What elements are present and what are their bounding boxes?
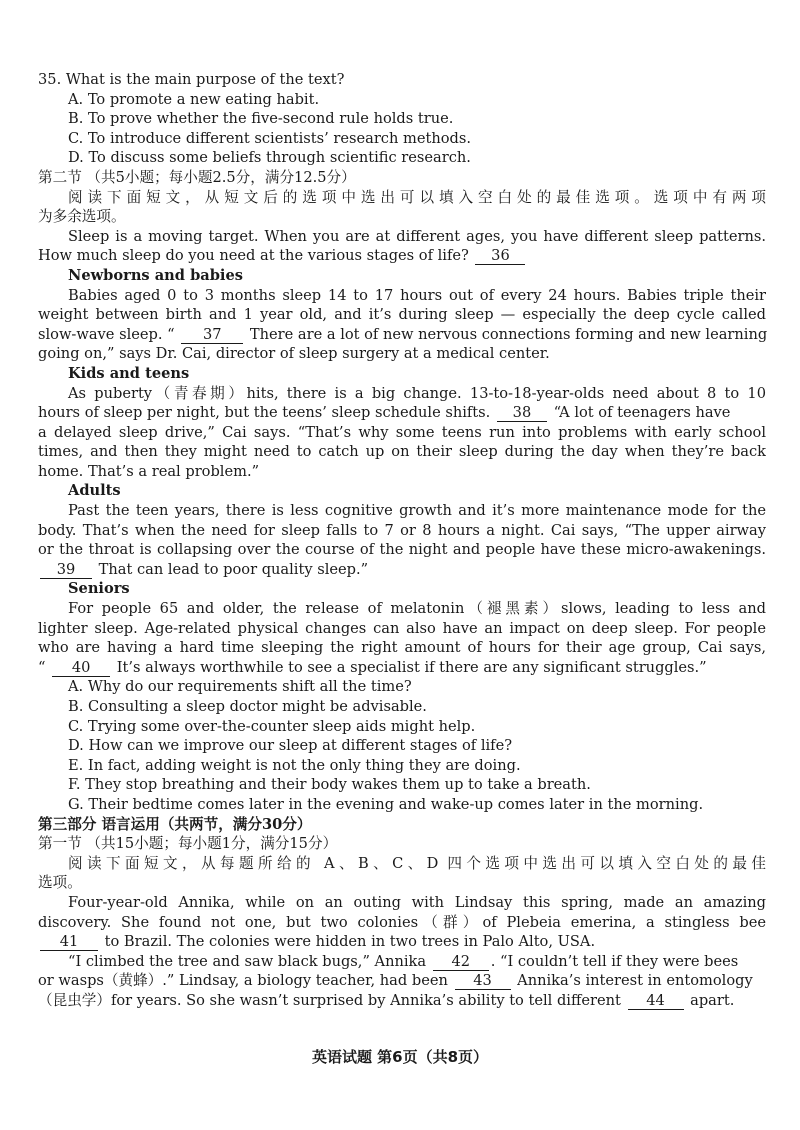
passage-line-with-blank (38, 325, 766, 345)
part3-instruction: 阅读下面短文，从每题所给的 A、B、C、D 四个选项中选出可以填入空白处的最佳 (68, 854, 766, 872)
exam-page (38, 70, 766, 1011)
option-f: F. They stop breathing and their body wakes them up to take a breath. (68, 776, 591, 794)
q35-option-c: C. To introduce different scientists’ research methods. (68, 129, 472, 147)
passage-intro-line2 (38, 246, 766, 266)
section2-instruction: 阅读下面短文，从短文后的选项中选出可以填入空白处的最佳选项。选项中有两项 (68, 188, 766, 206)
cloze-line-with-blank (38, 971, 766, 991)
cloze-text: “I climbed the tree and saw black bugs,” Annika (68, 952, 427, 970)
cloze-line-with-blank (38, 932, 766, 952)
passage-text: slow-wave sleep. “ (38, 325, 175, 343)
heading-kids-teens: Kids and teens (68, 364, 190, 382)
passage-line: times, and then they might need to catch up on their sleep during the day when they’re back (38, 443, 766, 461)
blank-37: 37 (181, 327, 243, 344)
section2-heading: 第二节 （共5小题；每小题2.5分，满分12.5分） (38, 168, 356, 186)
option-g: G. Their bedtime comes later in the evening and wake-up comes later in the morning. (68, 795, 704, 813)
blank-42: 42 (433, 954, 489, 971)
passage-intro: Sleep is a moving target. When you are at different ages, you have different sleep patterns. (68, 227, 766, 245)
q35-option-b: B. To prove whether the five-second rule holds true. (68, 110, 454, 128)
passage-line: lighter sleep. Age-related physical changes can also have an impact on deep sleep. For people (38, 619, 766, 637)
cloze-text: （昆虫学）for years. So she wasn’t surprised by Annika’s ability to tell different (38, 991, 621, 1009)
passage-line: body. That’s when the need for sleep falls to 7 or 8 hours a night. Cai says, “The upper airway (38, 521, 766, 539)
cloze-text: apart. (690, 991, 735, 1009)
cloze-text: . “I couldn’t tell if they were bees (490, 952, 739, 970)
blank-41: 41 (40, 934, 98, 951)
blank-44: 44 (628, 993, 684, 1010)
q35-option-d: D. To discuss some beliefs through scientific research. (68, 149, 471, 167)
passage-line: Past the teen years, there is less cognitive growth and it’s more maintenance mode for the (68, 502, 766, 520)
passage-text: That can lead to poor quality sleep.” (98, 560, 369, 578)
passage-line: For people 65 and older, the release of melatonin（褪黑素）slows, leading to less and (68, 600, 766, 618)
cloze-text: or wasps（黄蜂）.” Lindsay, a biology teacher, had been (38, 972, 448, 990)
cloze-text: Annika’s interest in entomology (517, 972, 753, 990)
cloze-line: discovery. She found not one, but two colonies（群）of Plebeia emerina, a stingless bee (38, 913, 766, 931)
q35-stem: 35. What is the main purpose of the text? (38, 71, 345, 88)
heading-seniors: Seniors (68, 580, 130, 598)
passage-text: “A lot of teenagers have (553, 404, 731, 422)
passage-line: or the throat is collapsing over the course of the night and people have these micro-awakenings. (38, 541, 766, 559)
heading-newborns: Newborns and babies (68, 266, 243, 284)
page-footer: 英语试题 第6页（共8页） (311, 1048, 489, 1066)
option-d: D. How can we improve our sleep at different stages of life? (68, 737, 513, 755)
section2-instruction-cont: 为多余选项。 (38, 208, 126, 226)
part3-heading: 第三部分 语言运用（共两节，满分30分） (38, 815, 312, 833)
passage-line: who are having a hard time sleeping the right amount of hours for their age group, Cai says, (38, 639, 766, 657)
passage-line: Babies aged 0 to 3 months sleep 14 to 17 hours out of every 24 hours. Babies triple their (68, 286, 766, 304)
blank-38: 38 (497, 405, 547, 422)
passage-text: It’s always worthwhile to see a specialist if there are any significant struggles.” (116, 658, 707, 676)
q35-option-a: A. To promote a new eating habit. (68, 90, 320, 108)
passage-line: going on,” says Dr. Cai, director of sleep surgery at a medical center. (38, 345, 550, 363)
cloze-line-with-blank (38, 991, 766, 1011)
option-c: C. Trying some over-the-counter sleep aids might help. (68, 717, 476, 735)
part3-instruction-cont: 选项。 (38, 874, 82, 892)
blank-36: 36 (475, 248, 525, 265)
cloze-line: Four-year-old Annika, while on an outing with Lindsay this spring, made an amazing (68, 893, 766, 911)
option-b: B. Consulting a sleep doctor might be advisable. (68, 698, 427, 715)
passage-text: How much sleep do you need at the various stages of life? (38, 247, 469, 265)
cloze-line-with-blank (38, 952, 766, 972)
part3-section1-heading: 第一节 （共15小题；每小题1分，满分15分） (38, 835, 338, 853)
blank-43: 43 (455, 973, 511, 990)
blank-39: 39 (40, 562, 92, 579)
passage-line: a delayed sleep drive,” Cai says. “That’s why some teens run into problems with early school (38, 423, 766, 441)
option-e: E. In fact, adding weight is not the only thing they are doing. (68, 756, 521, 774)
passage-line-with-blank (38, 560, 766, 580)
passage-text: “ (38, 658, 46, 676)
blank-40: 40 (52, 660, 110, 677)
cloze-text: to Brazil. The colonies were hidden in two trees in Palo Alto, USA. (104, 933, 596, 951)
passage-line-with-blank (38, 403, 766, 423)
passage-line: weight between birth and 1 year old, and it’s during sleep — especially the deep cycle called (38, 306, 766, 324)
passage-line-with-blank (38, 658, 766, 678)
option-a: A. Why do our requirements shift all the time? (68, 678, 412, 696)
passage-text: hours of sleep per night, but the teens’ sleep schedule shifts. (38, 404, 491, 422)
passage-line: As puberty（青春期）hits, there is a big change. 13-to-18-year-olds need about 8 to 10 (68, 384, 766, 402)
heading-adults: Adults (68, 482, 121, 500)
passage-text: There are a lot of new nervous connections forming and new learning (249, 325, 768, 343)
passage-line: home. That’s a real problem.” (38, 462, 260, 480)
